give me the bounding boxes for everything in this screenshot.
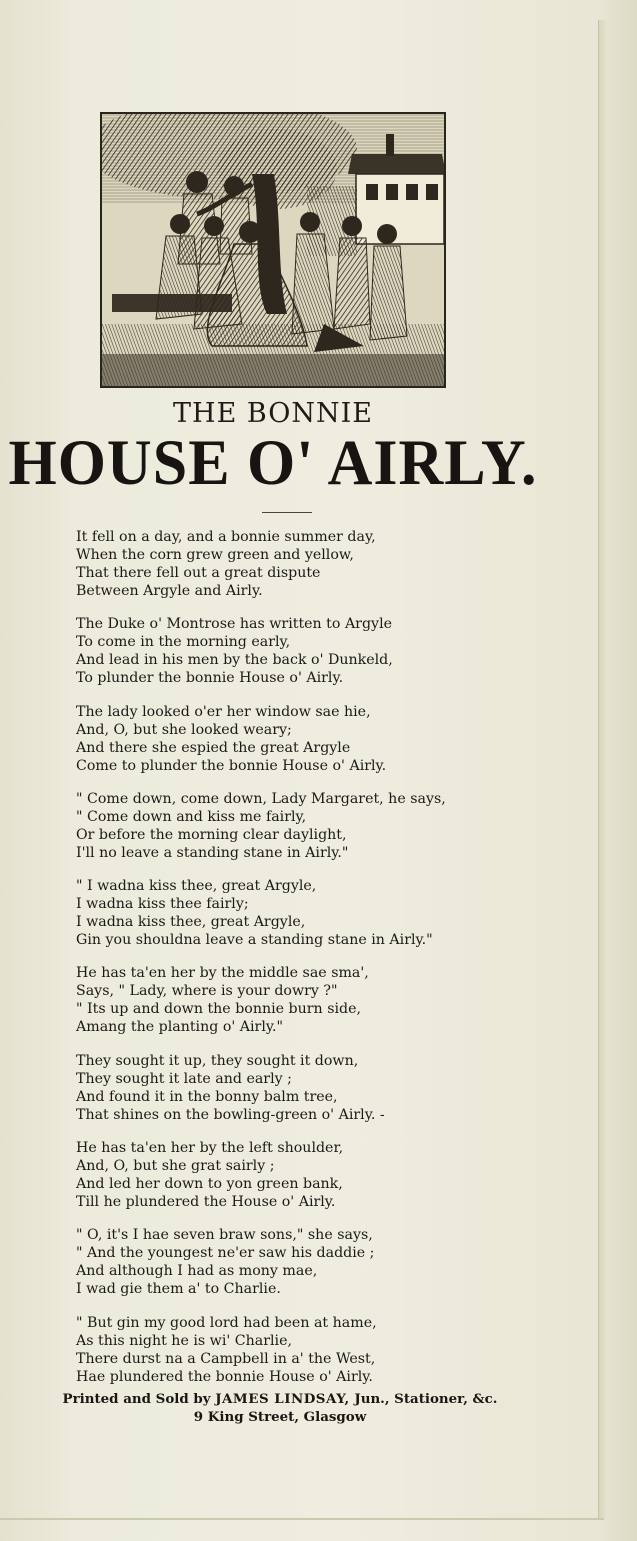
verse-line: I wad gie them a' to Charlie. <box>76 1281 281 1298</box>
stanza <box>76 1139 506 1211</box>
stanza <box>76 1314 506 1386</box>
verse-line: And although I had as mony mae, <box>76 1263 318 1280</box>
verse-line: It fell on a day, and a bonnie summer day, <box>76 529 376 545</box>
stanza <box>76 615 506 687</box>
verse-line: Till he plundered the House o' Airly. <box>76 1194 336 1211</box>
verse-line: I wadna kiss thee fairly; <box>76 896 249 913</box>
title-large: HOUSE O' AIRLY. <box>8 427 538 499</box>
verse-line: " Its up and down the bonnie burn side, <box>76 1001 362 1018</box>
imprint-prefix: Printed and Sold by <box>62 1391 211 1407</box>
verse-line: He has ta'en her by the left shoulder, <box>76 1140 344 1157</box>
verse-line: As this night he is wi' Charlie, <box>76 1332 292 1349</box>
stanza <box>76 877 506 949</box>
verse-line: To come in the morning early, <box>76 634 291 651</box>
verse-line: Come to plunder the bonnie House o' Airly. <box>76 757 387 774</box>
verse-line: Or before the morning clear daylight, <box>76 826 347 843</box>
verse-line: I wadna kiss thee, great Argyle, <box>76 914 306 931</box>
stanza <box>76 1226 506 1298</box>
verse-line: And, O, but she grat sairly ; <box>76 1158 275 1175</box>
verse-line: And there she espied the great Argyle <box>76 739 351 756</box>
verse-line: Amang the planting o' Airly." <box>76 1019 284 1036</box>
woodcut-illustration <box>100 112 446 388</box>
ballad-text <box>76 528 506 1401</box>
verse-line: Gin you shouldna leave a standing stane in Airly." <box>76 932 433 949</box>
verse-line: " Come down and kiss me fairly, <box>76 808 307 825</box>
verse-line: " O, it's I hae seven braw sons," she says, <box>76 1227 373 1244</box>
verse-line: That shines on the bowling-green o' Airly. - <box>76 1106 385 1123</box>
verse-line: I'll no leave a standing stane in Airly." <box>76 844 349 861</box>
verse-line: " And the youngest ne'er saw his daddie ; <box>76 1245 375 1262</box>
verse-line: That there fell out a great dispute <box>76 565 321 581</box>
verse-line: Hae plundered the bonnie House o' Airly. <box>76 1368 373 1385</box>
verse-line: And found it in the bonny balm tree, <box>76 1088 338 1105</box>
imprint-address: 9 King Street, Glasgow <box>193 1409 367 1425</box>
stanza <box>76 790 506 862</box>
verse-line: The Duke o' Montrose has written to Argyle <box>76 616 392 633</box>
verse-line: When the corn grew green and yellow, <box>76 547 354 563</box>
title-small: THE BONNIE <box>173 398 373 429</box>
page-edge <box>598 20 607 1520</box>
imprint-printer: JAMES LINDSAY, <box>215 1391 350 1407</box>
verse-line: Says, " Lady, where is your dowry ?" <box>76 983 338 1000</box>
verse-line: " But gin my good lord had been at hame, <box>76 1314 377 1331</box>
title-divider <box>262 512 312 513</box>
verse-line: " Come down, come down, Lady Margaret, he says, <box>76 790 446 807</box>
verse-line: He has ta'en her by the middle sae sma', <box>76 965 369 982</box>
stanza <box>76 1052 506 1124</box>
verse-line: Between Argyle and Airly. <box>76 583 263 599</box>
verse-line: To plunder the bonnie House o' Airly. <box>76 670 344 687</box>
stanza <box>76 703 506 775</box>
verse-line: There durst na a Campbell in a' the West, <box>76 1350 376 1367</box>
imprint-suffix: Jun., Stationer, &c. <box>354 1391 498 1407</box>
stanza <box>76 528 506 600</box>
verse-line: And led her down to yon green bank, <box>76 1176 343 1193</box>
verse-line: They sought it late and early ; <box>76 1070 292 1087</box>
verse-line: And, O, but she looked weary; <box>76 721 292 738</box>
verse-line: They sought it up, they sought it down, <box>76 1052 359 1069</box>
printer-imprint <box>0 1390 560 1426</box>
verse-line: The lady looked o'er her window sae hie, <box>76 703 371 720</box>
verse-line: And lead in his men by the back o' Dunkeld, <box>76 652 393 669</box>
stanza <box>76 964 506 1036</box>
page-bottom-edge <box>0 1518 604 1520</box>
verse-line: " I wadna kiss thee, great Argyle, <box>76 878 317 895</box>
